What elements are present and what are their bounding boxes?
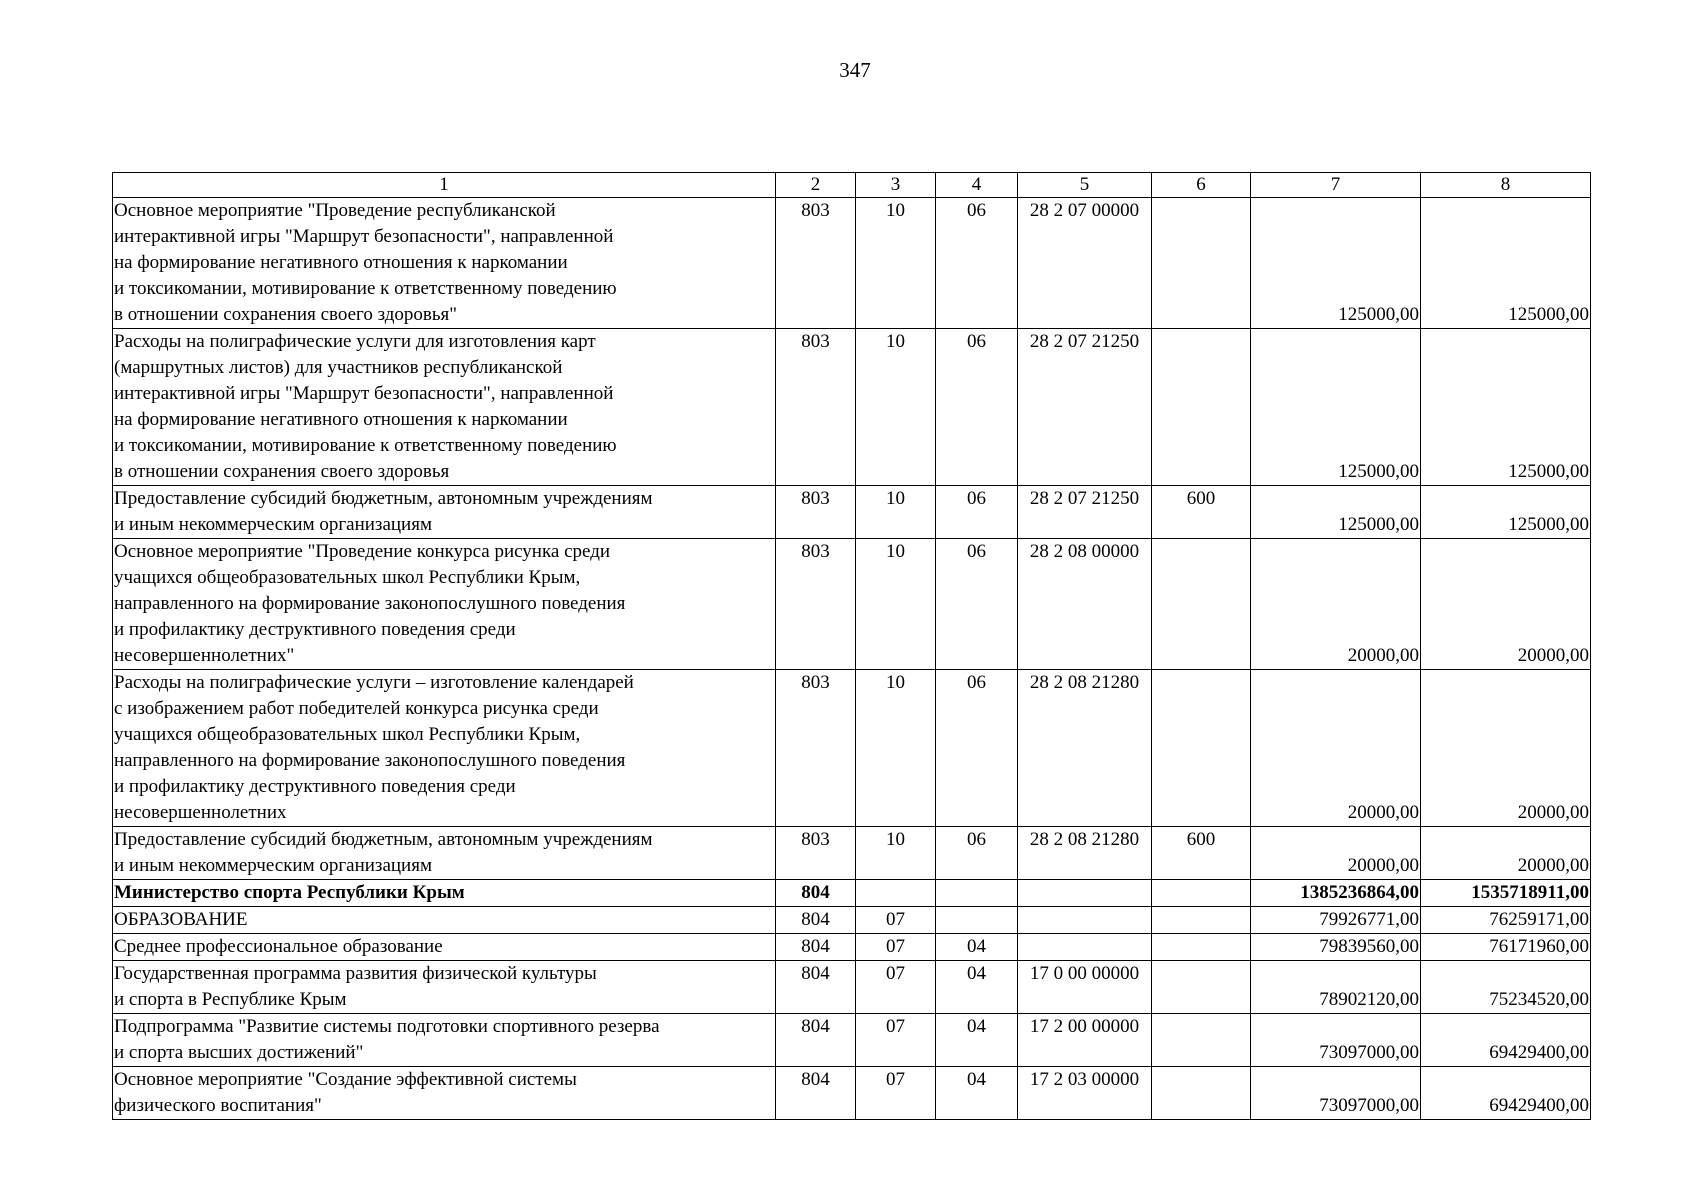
row-expense-type-cell: [1152, 670, 1251, 827]
row-name-cell: Расходы на полиграфические услуги – изготовление календарей с изображением работ победителей конкурса рисунка среди учащихся общеобразовательных школ Республики Крым, направленного на формирование законопослушного поведения и профилактику деструктивного поведения среди несовершеннолетних: [113, 670, 776, 827]
row-amount-cell: 125000,00: [1251, 486, 1421, 539]
row-amount-cell: 20000,00: [1421, 670, 1591, 827]
row-code-cell: 803: [776, 486, 856, 539]
row-section-cell: 07: [856, 934, 936, 961]
row-section-cell: 07: [856, 907, 936, 934]
row-target-article-cell: 17 2 00 00000: [1018, 1014, 1152, 1067]
table-row: [113, 934, 1591, 961]
row-subsection-cell: 06: [936, 486, 1018, 539]
header-cell: 7: [1251, 173, 1421, 198]
row-subsection-cell: 06: [936, 539, 1018, 670]
row-amount-cell: 1385236864,00: [1251, 880, 1421, 907]
row-code-cell: 804: [776, 961, 856, 1014]
row-expense-type-cell: [1152, 1014, 1251, 1067]
row-amount-cell: 20000,00: [1421, 539, 1591, 670]
row-code-cell: 804: [776, 1067, 856, 1120]
row-target-article-cell: 28 2 08 00000: [1018, 539, 1152, 670]
row-target-article-cell: [1018, 934, 1152, 961]
row-subsection-cell: 04: [936, 934, 1018, 961]
table-row: [113, 880, 1591, 907]
row-target-article-cell: 28 2 08 21280: [1018, 670, 1152, 827]
row-target-article-cell: [1018, 880, 1152, 907]
row-expense-type-cell: [1152, 934, 1251, 961]
row-code-cell: 804: [776, 934, 856, 961]
row-subsection-cell: 04: [936, 961, 1018, 1014]
row-subsection-cell: 06: [936, 329, 1018, 486]
row-expense-type-cell: 600: [1152, 486, 1251, 539]
row-name-cell: Подпрограмма "Развитие системы подготовки спортивного резерва и спорта высших достижений": [113, 1014, 776, 1067]
row-target-article-cell: 28 2 07 21250: [1018, 329, 1152, 486]
header-cell: 4: [936, 173, 1018, 198]
row-name-cell: Предоставление субсидий бюджетным, автономным учреждениям и иным некоммерческим организациям: [113, 486, 776, 539]
header-cell: 3: [856, 173, 936, 198]
row-section-cell: [856, 880, 936, 907]
row-subsection-cell: [936, 907, 1018, 934]
row-amount-cell: 75234520,00: [1421, 961, 1591, 1014]
row-amount-cell: 79926771,00: [1251, 907, 1421, 934]
row-amount-cell: 69429400,00: [1421, 1067, 1591, 1120]
row-section-cell: 07: [856, 961, 936, 1014]
row-section-cell: 07: [856, 1014, 936, 1067]
row-section-cell: 10: [856, 670, 936, 827]
row-subsection-cell: 06: [936, 827, 1018, 880]
row-amount-cell: 125000,00: [1251, 198, 1421, 329]
row-section-cell: 10: [856, 486, 936, 539]
row-amount-cell: 1535718911,00: [1421, 880, 1591, 907]
row-name-cell: Министерство спорта Республики Крым: [113, 880, 776, 907]
row-expense-type-cell: [1152, 539, 1251, 670]
row-target-article-cell: 28 2 07 00000: [1018, 198, 1152, 329]
row-code-cell: 803: [776, 827, 856, 880]
row-amount-cell: 125000,00: [1421, 329, 1591, 486]
table-row: [113, 329, 1591, 486]
row-target-article-cell: [1018, 907, 1152, 934]
row-name-cell: Основное мероприятие "Проведение конкурса рисунка среди учащихся общеобразовательных школ Республики Крым, направленного на формирование законопослушного поведения и профилактику деструктивного поведения среди несовершеннолетних": [113, 539, 776, 670]
table-row: [113, 1014, 1591, 1067]
row-expense-type-cell: [1152, 880, 1251, 907]
row-expense-type-cell: [1152, 329, 1251, 486]
header-cell: 5: [1018, 173, 1152, 198]
row-amount-cell: 78902120,00: [1251, 961, 1421, 1014]
table-row: [113, 670, 1591, 827]
row-section-cell: 10: [856, 827, 936, 880]
table-row: [113, 961, 1591, 1014]
table-row: [113, 827, 1591, 880]
row-expense-type-cell: [1152, 961, 1251, 1014]
header-cell: 8: [1421, 173, 1591, 198]
header-cell: 1: [113, 173, 776, 198]
row-code-cell: 804: [776, 880, 856, 907]
row-subsection-cell: 04: [936, 1014, 1018, 1067]
row-target-article-cell: 17 2 03 00000: [1018, 1067, 1152, 1120]
row-name-cell: Основное мероприятие "Проведение республиканской интерактивной игры "Маршрут безопасности", направленной на формирование негативного отношения к наркомании и токсикомании, мотивирование к ответственному поведению в отношении сохранения своего здоровья": [113, 198, 776, 329]
row-code-cell: 803: [776, 670, 856, 827]
row-target-article-cell: 28 2 08 21280: [1018, 827, 1152, 880]
row-amount-cell: 73097000,00: [1251, 1067, 1421, 1120]
row-code-cell: 803: [776, 198, 856, 329]
header-cell: 6: [1152, 173, 1251, 198]
row-subsection-cell: 06: [936, 198, 1018, 329]
row-name-cell: Государственная программа развития физической культуры и спорта в Республике Крым: [113, 961, 776, 1014]
row-subsection-cell: 06: [936, 670, 1018, 827]
row-code-cell: 803: [776, 329, 856, 486]
table-row: [113, 539, 1591, 670]
row-section-cell: 10: [856, 198, 936, 329]
row-amount-cell: 20000,00: [1251, 827, 1421, 880]
row-name-cell: Среднее профессиональное образование: [113, 934, 776, 961]
row-code-cell: 803: [776, 539, 856, 670]
row-subsection-cell: [936, 880, 1018, 907]
row-amount-cell: 69429400,00: [1421, 1014, 1591, 1067]
budget-table: [112, 172, 1591, 1120]
row-amount-cell: 20000,00: [1421, 827, 1591, 880]
row-expense-type-cell: [1152, 907, 1251, 934]
row-amount-cell: 125000,00: [1421, 486, 1591, 539]
row-expense-type-cell: [1152, 198, 1251, 329]
table-header-row: [113, 173, 1591, 198]
row-amount-cell: 20000,00: [1251, 670, 1421, 827]
row-amount-cell: 125000,00: [1251, 329, 1421, 486]
row-name-cell: Расходы на полиграфические услуги для изготовления карт (маршрутных листов) для участников республиканской интерактивной игры "Маршрут безопасности", направленной на формирование негативного отношения к наркомании и токсикомании, мотивирование к ответственному поведению в отношении сохранения своего здоровья: [113, 329, 776, 486]
row-target-article-cell: 17 0 00 00000: [1018, 961, 1152, 1014]
row-name-cell: Предоставление субсидий бюджетным, автономным учреждениям и иным некоммерческим организациям: [113, 827, 776, 880]
table-row: [113, 1067, 1591, 1120]
row-section-cell: 07: [856, 1067, 936, 1120]
row-amount-cell: 125000,00: [1421, 198, 1591, 329]
row-amount-cell: 79839560,00: [1251, 934, 1421, 961]
table-row: [113, 486, 1591, 539]
row-target-article-cell: 28 2 07 21250: [1018, 486, 1152, 539]
row-subsection-cell: 04: [936, 1067, 1018, 1120]
row-amount-cell: 76171960,00: [1421, 934, 1591, 961]
table-row: [113, 198, 1591, 329]
table-body: [113, 173, 1591, 1120]
row-name-cell: ОБРАЗОВАНИЕ: [113, 907, 776, 934]
header-cell: 2: [776, 173, 856, 198]
row-code-cell: 804: [776, 907, 856, 934]
row-name-cell: Основное мероприятие "Создание эффективной системы физического воспитания": [113, 1067, 776, 1120]
table-row: [113, 907, 1591, 934]
row-code-cell: 804: [776, 1014, 856, 1067]
row-amount-cell: 73097000,00: [1251, 1014, 1421, 1067]
row-amount-cell: 20000,00: [1251, 539, 1421, 670]
row-section-cell: 10: [856, 329, 936, 486]
row-amount-cell: 76259171,00: [1421, 907, 1591, 934]
row-expense-type-cell: [1152, 1067, 1251, 1120]
page-number: 347: [839, 58, 871, 82]
row-expense-type-cell: 600: [1152, 827, 1251, 880]
row-section-cell: 10: [856, 539, 936, 670]
